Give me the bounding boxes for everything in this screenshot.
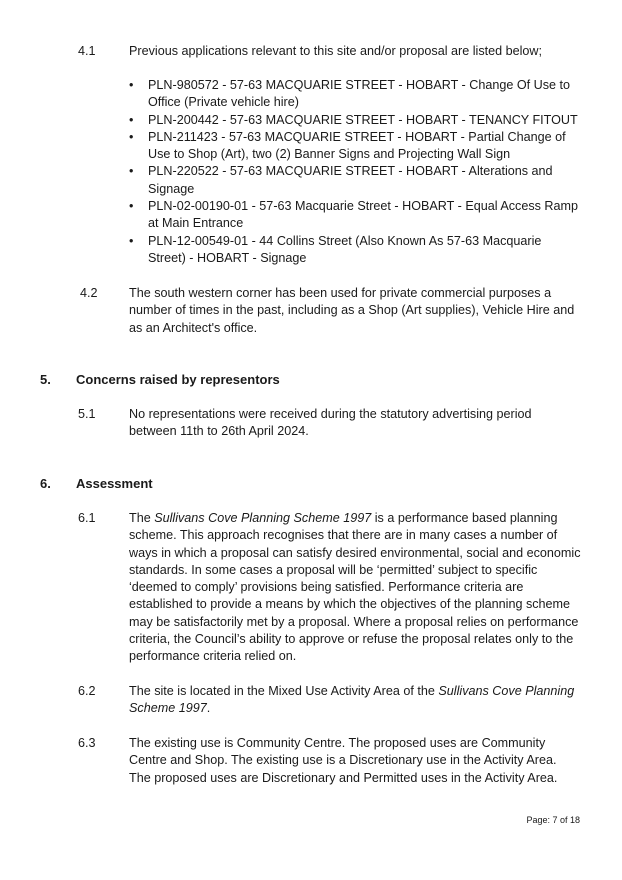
section-heading: Concerns raised by representors — [76, 372, 280, 387]
list-item-text: PLN-980572 - 57-63 MACQUARIE STREET - HOBART - Change Of Use to Office (Private vehicle hire) — [148, 78, 571, 110]
list-item — [129, 163, 581, 198]
paragraph-text: The existing use is Community Centre. The proposed uses are Community Centre and Shop. The existing use is a Discretionary use in the Activity Area. The proposed uses are Discretionary and Permitted uses in the Activity Area. — [129, 736, 558, 785]
bullet-icon: • — [129, 78, 134, 92]
paragraph-number: 4.1 — [78, 44, 96, 58]
scheme-name: Sullivans Cove Planning Scheme 1997 — [129, 684, 575, 716]
bullet-icon: • — [129, 112, 134, 127]
paragraph-number: 6.3 — [78, 736, 96, 750]
list-item — [129, 198, 581, 233]
paragraph-text: The south western corner has been used for private commercial purposes a number of times in the past, including as a Shop (Art supplies), Vehicle Hire and as an Architect's office. — [129, 286, 575, 335]
paragraph-text: No representations were received during the statutory advertising period between 11th to 26th April 2024. — [129, 407, 532, 439]
list-item — [129, 112, 581, 129]
paragraph-number: 6.2 — [78, 684, 96, 698]
list-item — [129, 77, 581, 112]
paragraph-text — [129, 510, 581, 666]
text-segment: The — [129, 511, 155, 525]
paragraph-number: 5.1 — [78, 407, 96, 421]
scheme-name: Sullivans Cove Planning Scheme 1997 — [154, 511, 372, 525]
previous-applications-list — [129, 77, 581, 267]
section-heading: Assessment — [76, 476, 153, 491]
list-item — [129, 129, 581, 164]
list-item-text: PLN-220522 - 57-63 MACQUARIE STREET - HOBART - Alterations and Signage — [148, 164, 553, 196]
text-segment: . — [206, 701, 211, 716]
section-number: 6. — [40, 476, 51, 491]
list-item-text: PLN-12-00549-01 - 44 Collins Street (Also Known As 57-63 Macquarie Street) - HOBART - Signage — [148, 233, 542, 265]
bullet-icon: • — [129, 129, 134, 144]
paragraph-number: 4.2 — [80, 286, 98, 300]
text-segment: The site is located in the Mixed Use Activity Area of the — [129, 684, 439, 698]
list-item-text: PLN-02-00190-01 - 57-63 Macquarie Street - HOBART - Equal Access Ramp at Main Entrance — [148, 199, 579, 231]
bullet-icon: • — [129, 164, 134, 179]
paragraph-number: 6.1 — [78, 511, 96, 525]
list-item-text: PLN-200442 - 57-63 MACQUARIE STREET - HOBART - TENANCY FITOUT — [148, 112, 578, 127]
paragraph-text: Previous applications relevant to this site and/or proposal are listed below; — [129, 44, 543, 58]
text-segment: is a performance based planning scheme. This approach recognises that there are in many cases a number of ways in which a proposal can satisfy desired environmental, social and economic standards. In some cases a proposal will be ‘permitted’ subject to specific ‘deemed to comply’ provisions being satisfied. Performance criteria are established to provide a means by which the objectives of the planning scheme may be satisfactorily met by a proposal. Where a proposal relies on performance criteria, the Council’s ability to approve or refuse the proposal relates only to the performance criteria relied on. — [129, 511, 581, 664]
bullet-icon: • — [129, 199, 134, 214]
bullet-icon: • — [129, 233, 134, 248]
section-number: 5. — [40, 372, 51, 387]
page-number: Page: 7 of 18 — [526, 815, 580, 825]
list-item — [129, 233, 581, 268]
list-item-text: PLN-211423 - 57-63 MACQUARIE STREET - HOBART - Partial Change of Use to Shop (Art), two (2) Banner Signs and Projecting Wall Sign — [148, 129, 566, 162]
paragraph-text — [129, 683, 581, 718]
